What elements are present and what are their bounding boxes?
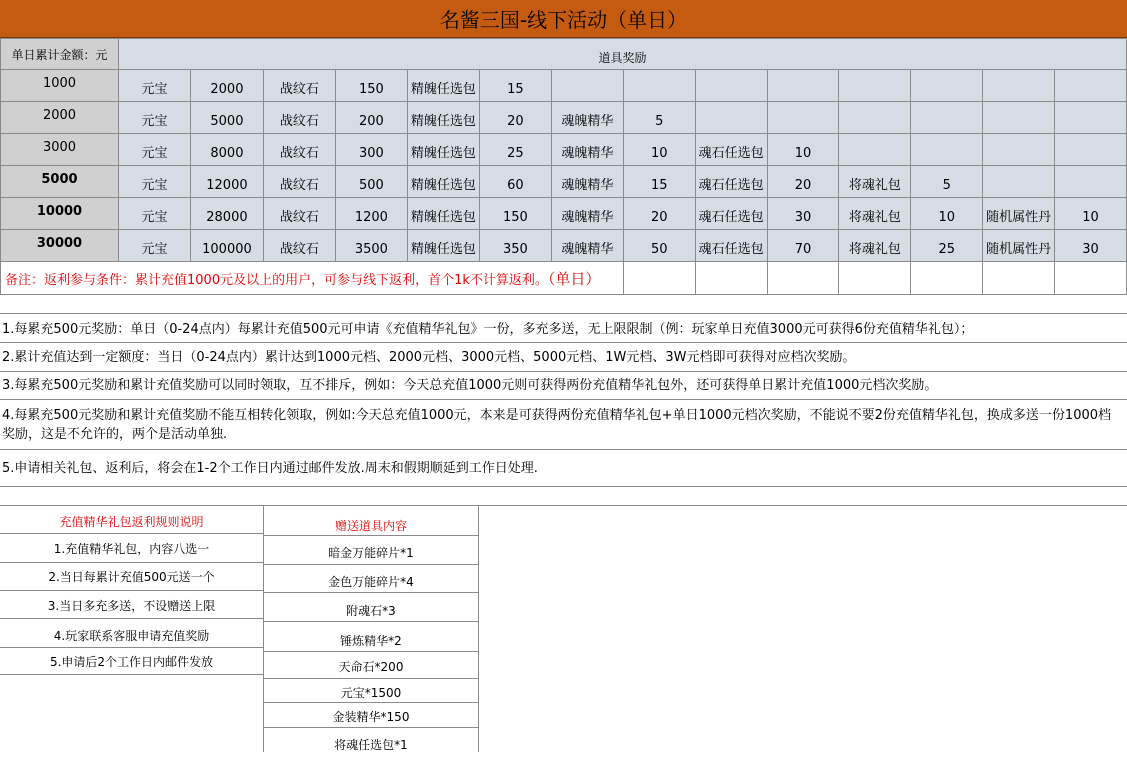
reward-item-name — [839, 102, 911, 134]
reward-item-name — [983, 70, 1055, 102]
reward-item-qty: 500 — [335, 166, 407, 198]
reward-item-qty: 10 — [623, 134, 695, 166]
tier-amount: 5000 — [1, 166, 119, 198]
reward-item-qty: 200 — [335, 102, 407, 134]
gift-item: 将魂任选包*1 — [334, 738, 408, 752]
reward-item-qty — [911, 134, 983, 166]
reward-item-name: 战纹石 — [263, 198, 335, 230]
gift-item: 附魂石*3 — [263, 593, 479, 622]
reward-item-qty: 15 — [479, 70, 551, 102]
reward-item-name: 战纹石 — [263, 230, 335, 262]
tier-row — [1, 70, 1127, 102]
reward-item-qty: 350 — [479, 230, 551, 262]
reward-item-name: 魂魄精华 — [551, 134, 623, 166]
spacer-row — [0, 487, 1127, 506]
reward-item-qty: 60 — [479, 166, 551, 198]
reward-item-name: 战纹石 — [263, 166, 335, 198]
reward-item-qty — [911, 70, 983, 102]
reward-item-qty: 5 — [623, 102, 695, 134]
reward-item-name: 随机属性丹 — [983, 198, 1055, 230]
reward-item-qty — [767, 102, 839, 134]
reward-item-qty: 20 — [767, 166, 839, 198]
reward-item-qty: 5 — [911, 166, 983, 198]
reward-item-qty: 30 — [767, 198, 839, 230]
gift-rule-item: 2.当日每累计充值500元送一个 — [0, 563, 263, 591]
reward-item-name — [695, 102, 767, 134]
gift-rule-item: 5.申请后2个工作日内邮件发放 — [0, 648, 263, 675]
reward-item-name: 魂魄精华 — [551, 102, 623, 134]
tier-amount: 3000 — [1, 134, 119, 166]
rule-3: 3.每累充500元奖励和累计充值奖励可以同时领取，互不排斥，例如：今天总充值1000元则可获得两份充值精华礼包外，还可获得单日累计充值1000元档次奖励。 — [0, 372, 1127, 400]
reward-item-qty: 30 — [1055, 230, 1127, 262]
gift-item: 锤炼精华*2 — [263, 622, 479, 652]
gift-rule-item: 4.玩家联系客服申请充值奖励 — [0, 619, 263, 648]
reward-item-qty: 12000 — [190, 166, 263, 198]
reward-item-name: 元宝 — [118, 230, 190, 262]
rule-2: 2.累计充值达到一定额度：当日（0-24点内）累计达到1000元档、2000元档、3000元档、5000元档、1W元档、3W元档即可获得对应档次奖励。 — [0, 343, 1127, 372]
reward-item-qty — [767, 70, 839, 102]
tier-row — [1, 134, 1127, 166]
tier-row — [1, 230, 1127, 262]
reward-item-name — [839, 134, 911, 166]
gift-left-header: 充值精华礼包返利规则说明 — [0, 506, 263, 534]
reward-item-qty: 10 — [1055, 198, 1127, 230]
reward-item-name: 魂石任选包 — [695, 134, 767, 166]
reward-item-qty: 1200 — [335, 198, 407, 230]
note-cell — [1, 262, 624, 295]
blank-cell — [839, 262, 911, 295]
blank-cell — [767, 262, 839, 295]
reward-item-qty — [1055, 134, 1127, 166]
reward-item-qty: 100000 — [190, 230, 263, 262]
note-tag: （单日） — [547, 269, 601, 288]
reward-item-qty: 10 — [767, 134, 839, 166]
reward-item-name: 魂魄精华 — [551, 230, 623, 262]
blank-cell — [911, 262, 983, 295]
reward-item-name: 魂石任选包 — [695, 230, 767, 262]
reward-item-qty: 8000 — [190, 134, 263, 166]
reward-item-name: 精魄任选包 — [407, 230, 479, 262]
reward-item-qty — [1055, 70, 1127, 102]
tier-row — [1, 198, 1127, 230]
tier-amount: 30000 — [1, 230, 119, 262]
rule-5: 5.申请相关礼包、返利后，将会在1-2个工作日内通过邮件发放.周末和假期顺延到工作日处理. — [0, 450, 1127, 487]
tier-row — [1, 102, 1127, 134]
reward-item-name: 魂石任选包 — [695, 166, 767, 198]
tier-amount: 10000 — [1, 198, 119, 230]
blank-cell — [623, 262, 695, 295]
reward-item-qty — [1055, 166, 1127, 198]
reward-item-name: 魂魄精华 — [551, 166, 623, 198]
reward-item-name: 精魄任选包 — [407, 134, 479, 166]
reward-table — [0, 38, 1127, 295]
reward-item-qty: 25 — [911, 230, 983, 262]
blank-cell — [695, 262, 767, 295]
rule-4: 4.每累充500元奖励和累计充值奖励不能互相转化领取，例如:今天总充值1000元，本来是可获得两份充值精华礼包+单日1000元档次奖励，不能说不要2份充值精华礼包，换成多送一份1000档奖励，这是不允许的，两个是活动单独. — [0, 400, 1127, 450]
page-title: 名酱三国-线下活动（单日） — [0, 0, 1127, 38]
reward-item-name: 元宝 — [118, 134, 190, 166]
gift-rule-item: 3.当日多充多送，不设赠送上限 — [0, 591, 263, 619]
reward-item-qty — [911, 102, 983, 134]
reward-item-name — [983, 102, 1055, 134]
reward-item-name: 元宝 — [118, 102, 190, 134]
reward-item-qty: 28000 — [190, 198, 263, 230]
reward-item-name: 战纹石 — [263, 70, 335, 102]
gift-item: 天命石*200 — [263, 652, 479, 679]
reward-item-name: 魂石任选包 — [695, 198, 767, 230]
reward-item-qty: 50 — [623, 230, 695, 262]
gift-item: 金色万能碎片*4 — [263, 565, 479, 593]
reward-item-qty: 20 — [623, 198, 695, 230]
reward-item-name — [695, 70, 767, 102]
tier-row — [1, 166, 1127, 198]
reward-item-qty: 150 — [479, 198, 551, 230]
blank-cell — [983, 262, 1055, 295]
blank-cell — [1055, 262, 1127, 295]
reward-item-name: 元宝 — [118, 198, 190, 230]
reward-item-name — [983, 134, 1055, 166]
reward-header: 道具奖励 — [118, 39, 1126, 70]
tier-amount: 2000 — [1, 102, 119, 134]
reward-item-name: 精魄任选包 — [407, 102, 479, 134]
reward-item-name: 魂魄精华 — [551, 198, 623, 230]
reward-item-qty: 15 — [623, 166, 695, 198]
reward-item-name: 将魂礼包 — [839, 166, 911, 198]
note-text: 备注：返利参与条件：累计充值1000元及以上的用户，可参与线下返利，首个1k不计算返利。 — [5, 272, 548, 288]
gift-item: 元宝*1500 — [263, 679, 479, 703]
tier-amount: 1000 — [1, 70, 119, 102]
spacer-row — [0, 297, 1127, 314]
reward-item-qty: 3500 — [335, 230, 407, 262]
reward-item-qty: 25 — [479, 134, 551, 166]
reward-item-qty — [1055, 102, 1127, 134]
reward-item-name: 元宝 — [118, 70, 190, 102]
reward-item-name: 将魂礼包 — [839, 230, 911, 262]
reward-item-qty: 2000 — [190, 70, 263, 102]
gift-right-header: 赠送道具内容 — [263, 506, 479, 536]
reward-item-name — [551, 70, 623, 102]
gift-item: 暗金万能碎片*1 — [263, 536, 479, 565]
reward-item-qty: 70 — [767, 230, 839, 262]
gift-item: 金装精华*150 — [263, 703, 479, 728]
reward-item-qty: 150 — [335, 70, 407, 102]
reward-item-name: 将魂礼包 — [839, 198, 911, 230]
reward-item-name — [839, 70, 911, 102]
reward-item-qty — [623, 70, 695, 102]
reward-item-name: 战纹石 — [263, 134, 335, 166]
reward-item-qty: 5000 — [190, 102, 263, 134]
reward-item-name: 战纹石 — [263, 102, 335, 134]
amount-header: 单日累计金额：元 — [1, 39, 119, 70]
reward-item-name: 随机属性丹 — [983, 230, 1055, 262]
reward-item-name: 精魄任选包 — [407, 198, 479, 230]
reward-item-name: 精魄任选包 — [407, 70, 479, 102]
reward-item-name: 元宝 — [118, 166, 190, 198]
reward-item-qty: 300 — [335, 134, 407, 166]
reward-item-name — [983, 166, 1055, 198]
reward-item-qty: 20 — [479, 102, 551, 134]
rule-1: 1.每累充500元奖励：单日（0-24点内）每累计充值500元可申请《充值精华礼包》一份，多充多送，无上限限制（例：玩家单日充值3000元可获得6份充值精华礼包）； — [0, 314, 1127, 343]
reward-item-name: 精魄任选包 — [407, 166, 479, 198]
reward-item-qty: 10 — [911, 198, 983, 230]
gift-rule-item: 1.充值精华礼包，内容八选一 — [0, 534, 263, 563]
